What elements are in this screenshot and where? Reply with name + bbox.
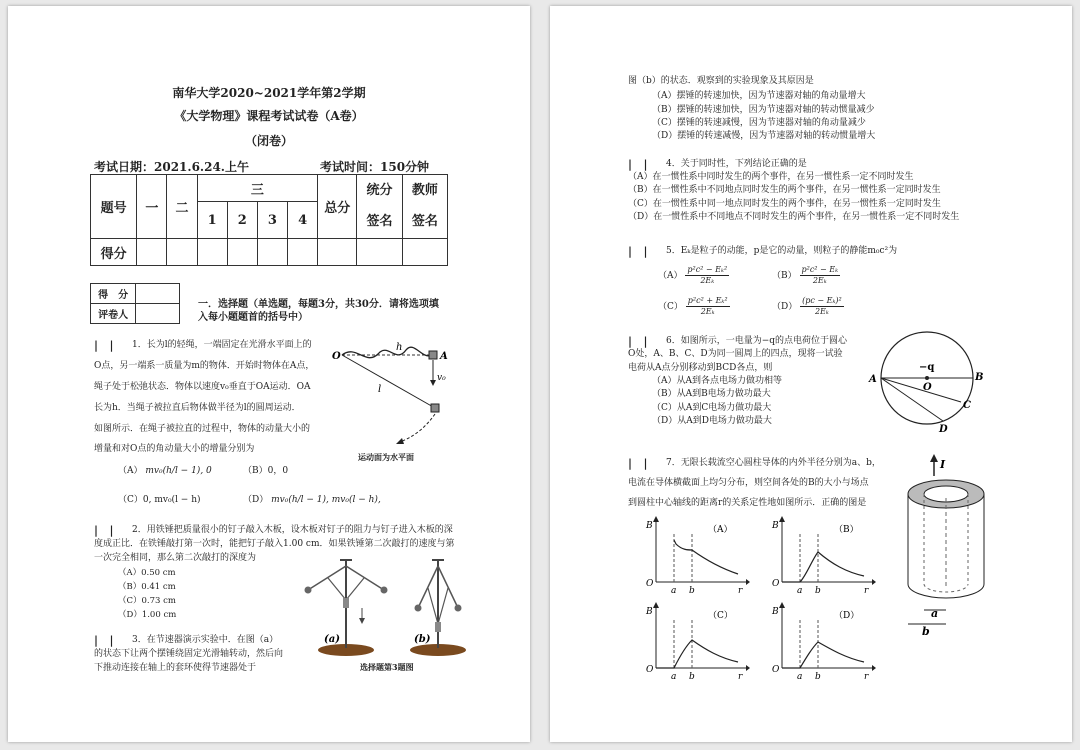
q7-line-1: 7．无限长载流空心圆柱导体的内外半径分别为a、b， xyxy=(666,458,881,468)
q3-option-c[interactable]: （C）摆锤的转速减慢，因为节速器对轴的角动量减少 xyxy=(652,118,866,128)
answer-bracket-q5[interactable]: | | xyxy=(628,245,648,258)
graph-c-r: r xyxy=(738,672,743,682)
grader-score-label: 得 分 xyxy=(91,284,136,304)
fig7-label-a: a xyxy=(931,607,939,620)
q1-line-6: 增量和对O点的角动量大小的增量分别为 xyxy=(94,444,255,454)
col-3-3: 3 xyxy=(257,202,287,239)
fig6-label-d: D xyxy=(939,424,948,435)
q5-a-label: （A） xyxy=(658,271,683,281)
q5-c-den: 2Eₖ xyxy=(700,307,715,316)
answer-bracket-q6[interactable]: | | xyxy=(628,335,648,348)
graph-d[interactable] xyxy=(772,602,876,682)
graph-b-origin: O xyxy=(772,579,780,589)
q1-line-1: 1．长为l的轻绳，一端固定在光滑水平面上的 xyxy=(132,340,312,350)
exam-subtitle: 《大学物理》课程考试试卷（A卷） xyxy=(174,109,364,123)
q1-line-4: 长为h．当绳子被拉直后物体做半径为l的圆周运动． xyxy=(94,403,301,413)
graph-c-axis-b: B xyxy=(646,607,653,617)
q3-line-2: 的状态下让两个摆锤绕固定光滑轴转动，然后向 xyxy=(94,649,284,659)
graph-a-axis-b: B xyxy=(646,521,653,531)
q5-d-num: (pc − Eₖ)² xyxy=(802,296,842,305)
q1-d-label: （D） xyxy=(243,495,269,505)
q1-line-3: 绳子处于松弛状态．物体以速度v₀垂直于OA运动．OA xyxy=(94,382,311,392)
score-cell[interactable] xyxy=(288,239,318,266)
score-cell[interactable] xyxy=(197,239,227,266)
figure-q1-rope xyxy=(326,336,446,461)
q6-line-3: 电荷从A点分别移动到BCD各点，则 xyxy=(628,363,773,373)
fig7-label-b: b xyxy=(922,625,930,638)
q7-line-2: 电流在导体横截面上均匀分布，则空间各处的B的大小与场点 xyxy=(628,478,869,488)
col-teacher: 教师 xyxy=(402,175,447,202)
graph-a-b: b xyxy=(689,586,695,596)
grader-box xyxy=(90,283,180,324)
figure-q1-caption: 运动面为水平面 xyxy=(358,452,414,462)
q1-a-expr: mv₀(h/l − 1), 0 xyxy=(145,466,212,476)
graph-a-label: （A） xyxy=(708,525,733,535)
col-tongfen: 统分 xyxy=(357,175,402,202)
fig6-label-q: −q xyxy=(919,362,935,373)
q1-option-c[interactable]: （C）0, mv₀(l − h) xyxy=(118,495,201,505)
q3-option-b[interactable]: （B）摆锤的转速加快，因为节速器对轴的转动惯量减少 xyxy=(652,105,875,115)
fig6-label-b: B xyxy=(975,372,984,383)
q4-option-d[interactable]: （D）在一惯性系中不同地点不同时发生的两个事件，在另一惯性系一定不同时发生 xyxy=(628,212,960,222)
q4-option-a[interactable]: （A）在一惯性系中同时发生的两个事件，在另一惯性系一定不同时发生 xyxy=(628,172,914,182)
graph-a-a: a xyxy=(671,586,677,596)
graph-a[interactable] xyxy=(646,516,750,596)
graph-b-a: a xyxy=(797,586,803,596)
answer-bracket-q7[interactable]: | | xyxy=(628,457,648,470)
score-cell[interactable] xyxy=(402,239,447,266)
grader-name-cell[interactable] xyxy=(136,304,180,324)
q2-option-d[interactable]: （D）1.00 cm xyxy=(118,610,177,620)
graph-a-origin: O xyxy=(646,579,654,589)
q5-b-num: p²c² − Eₖ xyxy=(801,265,839,274)
figure-q3-governors xyxy=(296,554,490,660)
q6-line-1: 6．如图所示，一电量为−q的点电荷位于圆心 xyxy=(666,336,848,346)
q3-line-1: 3．在节速器演示实验中．在图（a） xyxy=(132,635,279,645)
q4-option-b[interactable]: （B）在一惯性系中不同地点同时发生的两个事件，在另一惯性系一定同时发生 xyxy=(628,185,941,195)
grader-name-label: 评卷人 xyxy=(91,304,136,324)
col-tongfen-sign: 签名 xyxy=(357,202,402,239)
section1-header: 一．选择题（单选题，每题3分，共30分．请将选项填 xyxy=(198,299,439,310)
figure-q6-circle xyxy=(865,328,989,434)
exam-title: 南华大学2020~2021学年第2学期 xyxy=(172,86,366,100)
q6-option-d[interactable]: （D）从A到D电场力做功最大 xyxy=(652,416,772,426)
grader-score-cell[interactable] xyxy=(136,284,180,304)
q2-option-a[interactable]: （A）0.50 cm xyxy=(118,568,176,578)
graph-d-label: （D） xyxy=(834,611,860,621)
q6-option-a[interactable]: （A）从A到各点电场力做功相等 xyxy=(652,376,782,386)
answer-bracket-q3[interactable]: | | xyxy=(94,634,114,647)
q6-option-c[interactable]: （C）从A到C电场力做功最大 xyxy=(652,403,772,413)
fig1-label-v: v₀ xyxy=(437,373,446,383)
q3-option-d[interactable]: （D）摆锤的转速减慢，因为节速器对轴的转动惯量增大 xyxy=(652,131,876,141)
graph-d-axis-b: B xyxy=(772,607,779,617)
q5-option-b[interactable] xyxy=(772,265,840,286)
score-cell[interactable] xyxy=(167,239,197,266)
graph-b[interactable] xyxy=(772,516,876,596)
q5-option-c[interactable] xyxy=(658,296,730,317)
q5-d-label: （D） xyxy=(772,302,798,312)
q2-line-1: 2．用铁锤把质量很小的钉子敲入木板，设木板对钉子的阻力与钉子进入木板的深 xyxy=(132,525,453,535)
q1-line-5: 如图所示．在绳子被拉直的过程中，物体的动量大小的 xyxy=(94,424,311,434)
q1-d-expr: mv₀(h/l − 1), mv₀(l − h), xyxy=(271,495,381,505)
graph-b-label: （B） xyxy=(834,525,859,535)
governor-a xyxy=(305,560,388,656)
q2-line-3: 一次完全相同，那么第二次敲打的深度为 xyxy=(94,553,257,563)
col-1: 一 xyxy=(137,175,167,239)
score-cell[interactable] xyxy=(257,239,287,266)
right-page xyxy=(550,6,1072,742)
q5-c-num: p²c² + Eₖ² xyxy=(687,296,728,305)
q6-option-b[interactable]: （B）从A到B电场力做功最大 xyxy=(652,389,771,399)
col-teacher-sign: 签名 xyxy=(402,202,447,239)
col-3: 三 xyxy=(197,175,318,202)
fig7-label-i: I xyxy=(940,458,946,471)
q3-continued: 图（b）的状态．观察到的实验现象及其原因是 xyxy=(628,76,814,86)
graph-c-b: b xyxy=(689,672,695,682)
q2-line-2: 度成正比．在铁锤敲打第一次时，能把钉子敲入1.00 cm．如果铁锤第二次敲打的速度与第 xyxy=(94,539,455,549)
answer-bracket-q4[interactable]: | | xyxy=(628,158,648,171)
q1-a-label: （A） xyxy=(118,466,143,476)
q5-option-a[interactable] xyxy=(658,265,729,286)
q5-c-label: （C） xyxy=(658,302,683,312)
q7-line-3: 到圆柱中心轴线的距离r的关系定性地如图所示．正确的图是 xyxy=(628,498,867,508)
q2-option-b[interactable]: （B）0.41 cm xyxy=(118,582,176,592)
answer-bracket-q2[interactable]: | | xyxy=(94,524,114,537)
q2-option-c[interactable]: （C）0.73 cm xyxy=(118,596,176,606)
graph-d-b: b xyxy=(815,672,821,682)
exam-time: 考试时间：150分钟 xyxy=(320,160,430,174)
graph-b-b: b xyxy=(815,586,821,596)
q4-option-c[interactable]: （C）在一惯性系中同一地点同时发生的两个事件，在另一惯性系一定同时发生 xyxy=(628,199,941,209)
q5-option-d[interactable] xyxy=(772,296,844,317)
col-total: 总分 xyxy=(318,175,357,239)
q3-option-a[interactable]: （A）摆锤的转速加快，因为节速器对轴的角动量增大 xyxy=(652,91,866,101)
fig1-label-l: l xyxy=(378,384,382,395)
figure-q3-caption: 选择题第3题图 xyxy=(360,662,414,672)
q5-b-den: 2Eₖ xyxy=(812,276,827,285)
q5-a-den: 2Eₖ xyxy=(700,276,715,285)
score-cell[interactable] xyxy=(137,239,167,266)
fig6-label-a: A xyxy=(869,374,877,385)
col-2: 二 xyxy=(167,175,197,239)
fig1-label-a: A xyxy=(440,351,448,362)
q5-d-den: 2Eₖ xyxy=(814,307,829,316)
q1-option-b[interactable]: （B）0，0 xyxy=(243,466,289,476)
q6-line-2: O处，A、B、C、D为同一圆周上的四点，现将一试验 xyxy=(628,349,843,359)
q5-a-num: p²c² − Eₖ² xyxy=(687,265,728,274)
col-3-2: 2 xyxy=(227,202,257,239)
score-cell[interactable] xyxy=(318,239,357,266)
graph-a-r: r xyxy=(738,586,743,596)
col-3-1: 1 xyxy=(197,202,227,239)
col-tihao: 题号 xyxy=(91,175,137,239)
graph-d-r: r xyxy=(864,672,869,682)
col-3-4: 4 xyxy=(288,202,318,239)
fig1-label-h: h xyxy=(396,342,403,353)
q4-text: 4．关于同时性，下列结论正确的是 xyxy=(666,159,807,169)
graph-b-axis-b: B xyxy=(772,521,779,531)
closed-book: （闭卷） xyxy=(244,134,293,148)
fig1-label-o: O xyxy=(332,351,341,362)
score-cell[interactable] xyxy=(227,239,257,266)
graph-c-origin: O xyxy=(646,665,654,675)
q5-text: 5．Eₖ是粒子的动能，p是它的动量，则粒子的静能m₀c²为 xyxy=(666,246,898,256)
fig3-label-b: (b) xyxy=(414,634,431,645)
q5-b-label: （B） xyxy=(772,271,797,281)
section1-header-2: 入每小题题首的括号中） xyxy=(198,312,308,323)
q1-option-d[interactable] xyxy=(243,492,381,505)
q1-line-2: O点，另一端系一质量为m的物体．开始时物体在A点， xyxy=(94,361,315,371)
graph-c[interactable] xyxy=(646,602,750,682)
graph-d-origin: O xyxy=(772,665,780,675)
q1-option-a[interactable] xyxy=(118,463,212,476)
fig6-label-c: C xyxy=(963,400,971,411)
graph-c-a: a xyxy=(671,672,677,682)
graph-b-r: r xyxy=(864,586,869,596)
graph-d-a: a xyxy=(797,672,803,682)
score-cell[interactable] xyxy=(357,239,402,266)
fig3-label-a: (a) xyxy=(324,634,340,645)
figure-q7-cylinder xyxy=(900,454,1000,638)
row-score: 得分 xyxy=(91,239,137,266)
graph-c-label: （C） xyxy=(708,611,733,621)
score-table xyxy=(90,174,448,266)
answer-bracket-q1[interactable]: | | xyxy=(94,339,114,352)
q3-line-3: 下推动连接在轴上的套环使得节速器处于 xyxy=(94,663,257,673)
fig6-label-o: O xyxy=(923,382,932,393)
left-page xyxy=(8,6,530,742)
exam-date: 考试日期：2021.6.24.上午 xyxy=(94,160,249,174)
